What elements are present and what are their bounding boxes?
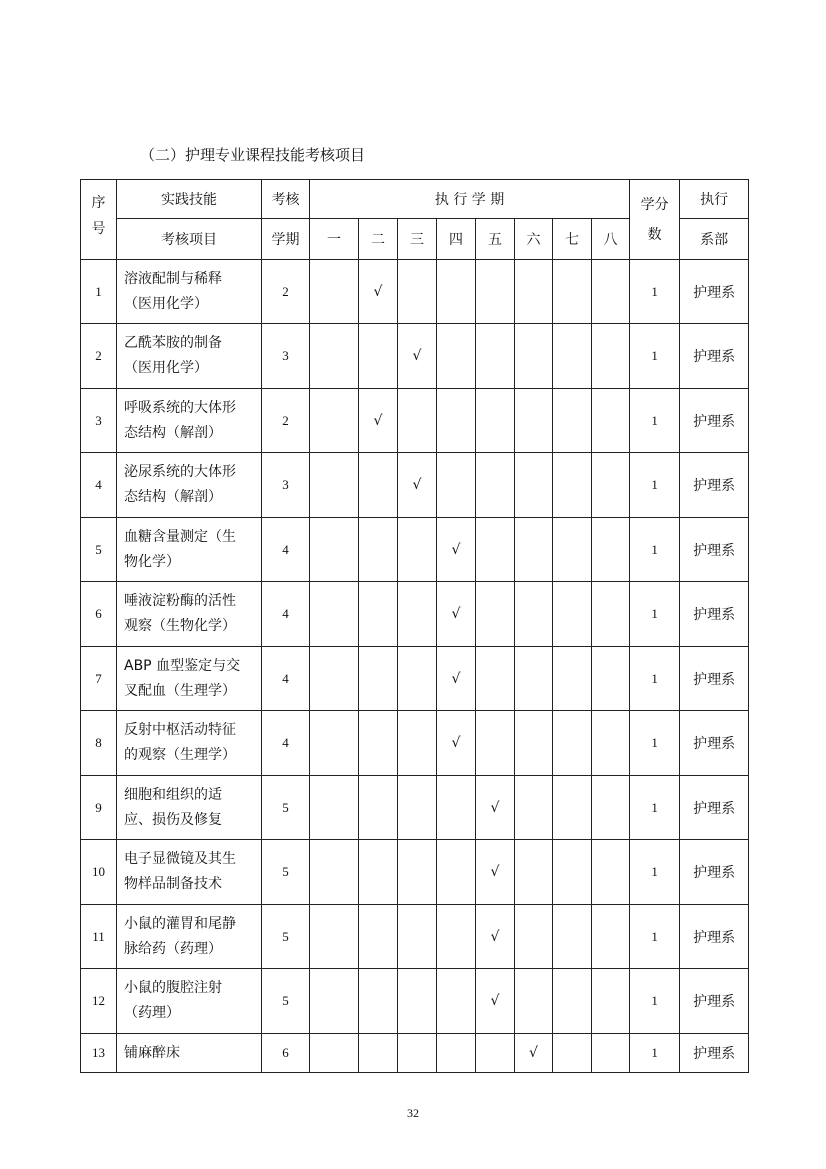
page-number: 32	[407, 1106, 419, 1120]
row-exec-term-3	[398, 647, 437, 711]
row-exec-term-4	[437, 1034, 476, 1073]
row-dept: 护理系	[680, 260, 749, 324]
row-exec-term-6	[515, 260, 553, 324]
row-credit: 1	[630, 711, 680, 776]
row-exec-term-2	[359, 905, 398, 969]
row-index: 13	[81, 1034, 117, 1073]
row-exec-term-4: √	[437, 582, 476, 647]
row-skill-name	[117, 453, 262, 518]
table-row	[81, 1034, 749, 1073]
skill-name-line: 乙酰苯胺的制备	[124, 335, 222, 351]
row-index: 1	[81, 260, 117, 324]
row-exec-term-6	[515, 711, 553, 776]
row-dept: 护理系	[680, 905, 749, 969]
row-exec-term-2	[359, 518, 398, 582]
row-credit: 1	[630, 647, 680, 711]
table-row	[81, 711, 749, 776]
row-term: 4	[262, 518, 310, 582]
header-index	[81, 180, 117, 260]
table-row	[81, 776, 749, 840]
row-exec-term-7	[553, 711, 592, 776]
table-row	[81, 518, 749, 582]
skill-name-line: 泌尿系统的大体形	[124, 464, 236, 480]
header-dept-1: 执行	[680, 180, 749, 219]
row-term: 4	[262, 711, 310, 776]
row-dept: 护理系	[680, 453, 749, 518]
row-exec-term-7	[553, 969, 592, 1034]
row-exec-term-2: √	[359, 389, 398, 453]
row-credit: 1	[630, 905, 680, 969]
row-index: 3	[81, 389, 117, 453]
table-row	[81, 905, 749, 969]
row-dept: 护理系	[680, 324, 749, 389]
row-index: 7	[81, 647, 117, 711]
row-credit: 1	[630, 969, 680, 1034]
header-term-3: 三	[398, 219, 437, 260]
row-exec-term-3	[398, 840, 437, 905]
row-exec-term-5	[476, 518, 515, 582]
row-exec-term-3	[398, 518, 437, 582]
header-text: 数	[647, 226, 662, 243]
row-term: 2	[262, 260, 310, 324]
row-exec-term-5: √	[476, 905, 515, 969]
row-exec-term-8	[592, 969, 630, 1034]
table-row	[81, 453, 749, 518]
row-exec-term-7	[553, 324, 592, 389]
row-exec-term-8	[592, 647, 630, 711]
row-exec-term-8	[592, 389, 630, 453]
row-exec-term-4	[437, 260, 476, 324]
row-exec-term-1	[310, 389, 359, 453]
row-exec-term-5	[476, 1034, 515, 1073]
skill-name-line: 细胞和组织的适	[124, 786, 222, 803]
header-term-2: 二	[359, 219, 398, 260]
row-credit: 1	[630, 324, 680, 389]
row-exec-term-4	[437, 969, 476, 1034]
header-text: 学分	[640, 196, 669, 213]
row-exec-term-6	[515, 389, 553, 453]
row-exec-term-2: √	[359, 260, 398, 324]
row-credit: 1	[630, 260, 680, 324]
row-dept: 护理系	[680, 389, 749, 453]
row-term: 4	[262, 647, 310, 711]
row-term: 5	[262, 776, 310, 840]
row-exec-term-7	[553, 260, 592, 324]
row-exec-term-7	[553, 647, 592, 711]
row-credit: 1	[630, 389, 680, 453]
skill-name-line: 唾液淀粉酶的活性	[124, 593, 236, 609]
row-skill-name	[117, 840, 262, 905]
skill-name-line: 态结构（解剖）	[124, 424, 222, 441]
row-exec-term-3	[398, 776, 437, 840]
header-term-2: 学期	[262, 219, 310, 260]
header-text: 序	[91, 195, 106, 211]
header-exec-term: 执 行 学 期	[310, 180, 630, 219]
row-exec-term-4: √	[437, 711, 476, 776]
row-skill-name	[117, 969, 262, 1034]
row-exec-term-6	[515, 776, 553, 840]
row-exec-term-1	[310, 905, 359, 969]
table-row	[81, 840, 749, 905]
row-exec-term-6	[515, 324, 553, 389]
row-dept: 护理系	[680, 711, 749, 776]
row-exec-term-1	[310, 840, 359, 905]
skill-name-line: （医用化学）	[124, 295, 208, 312]
skills-assessment-table	[80, 179, 749, 1073]
row-credit: 1	[630, 840, 680, 905]
row-exec-term-3	[398, 1034, 437, 1073]
header-skill-1: 实践技能	[117, 180, 262, 219]
skill-name-line: 小鼠的腹腔注射	[124, 980, 222, 996]
row-exec-term-5: √	[476, 776, 515, 840]
row-exec-term-7	[553, 453, 592, 518]
row-exec-term-8	[592, 582, 630, 647]
row-exec-term-5	[476, 711, 515, 776]
row-term: 5	[262, 840, 310, 905]
row-index: 12	[81, 969, 117, 1034]
header-term-8: 八	[592, 219, 630, 260]
row-exec-term-8	[592, 324, 630, 389]
header-text: 号	[91, 221, 106, 237]
row-credit: 1	[630, 582, 680, 647]
row-exec-term-5	[476, 453, 515, 518]
header-term-7: 七	[553, 219, 592, 260]
row-dept: 护理系	[680, 647, 749, 711]
skill-name-line: 叉配血（生理学）	[124, 682, 236, 699]
row-exec-term-6	[515, 969, 553, 1034]
row-exec-term-4	[437, 776, 476, 840]
row-credit: 1	[630, 518, 680, 582]
row-exec-term-6	[515, 582, 553, 647]
row-exec-term-3	[398, 389, 437, 453]
row-exec-term-6	[515, 905, 553, 969]
row-credit: 1	[630, 776, 680, 840]
header-credit	[630, 180, 680, 260]
row-exec-term-1	[310, 518, 359, 582]
row-exec-term-4: √	[437, 647, 476, 711]
section-title: （二）护理专业课程技能考核项目	[140, 146, 366, 164]
header-skill-2: 考核项目	[117, 219, 262, 260]
row-dept: 护理系	[680, 1034, 749, 1073]
row-term: 6	[262, 1034, 310, 1073]
row-exec-term-5: √	[476, 969, 515, 1034]
row-exec-term-8	[592, 453, 630, 518]
row-exec-term-1	[310, 1034, 359, 1073]
row-exec-term-5	[476, 647, 515, 711]
row-exec-term-5	[476, 389, 515, 453]
row-exec-term-3	[398, 969, 437, 1034]
row-exec-term-5	[476, 582, 515, 647]
row-exec-term-1	[310, 453, 359, 518]
row-exec-term-1	[310, 647, 359, 711]
row-index: 8	[81, 711, 117, 776]
row-term: 3	[262, 324, 310, 389]
row-exec-term-6	[515, 518, 553, 582]
row-exec-term-1	[310, 260, 359, 324]
row-skill-name	[117, 905, 262, 969]
row-exec-term-8	[592, 260, 630, 324]
row-index: 2	[81, 324, 117, 389]
row-exec-term-2	[359, 776, 398, 840]
row-exec-term-4	[437, 453, 476, 518]
table-row	[81, 324, 749, 389]
row-exec-term-5	[476, 260, 515, 324]
row-exec-term-3	[398, 711, 437, 776]
row-credit: 1	[630, 453, 680, 518]
table-row	[81, 260, 749, 324]
skill-name-line: 呼吸系统的大体形	[124, 399, 236, 416]
skill-name-line: 铺麻醉床	[124, 1044, 180, 1061]
skill-name-line: 应、损伤及修复	[124, 811, 222, 828]
header-term-1: 考核	[262, 180, 310, 219]
skill-name-line: 溶液配制与稀释	[124, 270, 222, 287]
row-index: 4	[81, 453, 117, 518]
row-skill-name	[117, 324, 262, 389]
row-exec-term-4	[437, 324, 476, 389]
row-exec-term-3	[398, 260, 437, 324]
skill-name-line: 态结构（解剖）	[124, 489, 222, 505]
skill-name-line: 血糖含量测定（生	[124, 528, 236, 545]
row-exec-term-7	[553, 582, 592, 647]
row-exec-term-8	[592, 711, 630, 776]
row-exec-term-3: √	[398, 324, 437, 389]
row-skill-name	[117, 260, 262, 324]
skill-name-line: （药理）	[124, 1005, 180, 1021]
row-skill-name	[117, 711, 262, 776]
row-exec-term-2	[359, 969, 398, 1034]
row-term: 4	[262, 582, 310, 647]
skill-name-line: （医用化学）	[124, 360, 208, 376]
row-exec-term-7	[553, 389, 592, 453]
row-exec-term-6: √	[515, 1034, 553, 1073]
skill-name-line: 物化学）	[124, 553, 180, 570]
header-term-5: 五	[476, 219, 515, 260]
skill-name-line: 反射中枢活动特征	[124, 722, 236, 738]
table-row	[81, 582, 749, 647]
row-exec-term-1	[310, 582, 359, 647]
row-exec-term-2	[359, 647, 398, 711]
row-exec-term-8	[592, 518, 630, 582]
row-credit: 1	[630, 1034, 680, 1073]
header-dept-2: 系部	[680, 219, 749, 260]
row-exec-term-7	[553, 518, 592, 582]
skill-name-line: 的观察（生理学）	[124, 747, 236, 763]
row-exec-term-2	[359, 453, 398, 518]
row-exec-term-2	[359, 1034, 398, 1073]
row-exec-term-7	[553, 1034, 592, 1073]
skill-name-line: 观察（生物化学）	[124, 618, 236, 634]
row-skill-name	[117, 389, 262, 453]
row-exec-term-1	[310, 969, 359, 1034]
row-exec-term-6	[515, 647, 553, 711]
row-dept: 护理系	[680, 969, 749, 1034]
header-term-4: 四	[437, 219, 476, 260]
row-exec-term-6	[515, 453, 553, 518]
row-exec-term-2	[359, 840, 398, 905]
row-exec-term-4	[437, 840, 476, 905]
table-row	[81, 389, 749, 453]
row-exec-term-1	[310, 776, 359, 840]
skill-name-line: 物样品制备技术	[124, 876, 222, 892]
row-exec-term-1	[310, 711, 359, 776]
row-term: 3	[262, 453, 310, 518]
row-index: 11	[81, 905, 117, 969]
row-exec-term-6	[515, 840, 553, 905]
row-skill-name	[117, 776, 262, 840]
row-exec-term-7	[553, 840, 592, 905]
skill-name-line: ABP 血型鉴定与交	[124, 657, 241, 674]
row-exec-term-7	[553, 905, 592, 969]
row-dept: 护理系	[680, 840, 749, 905]
row-exec-term-2	[359, 711, 398, 776]
row-dept: 护理系	[680, 582, 749, 647]
row-exec-term-1	[310, 324, 359, 389]
row-skill-name	[117, 518, 262, 582]
row-dept: 护理系	[680, 776, 749, 840]
row-exec-term-4	[437, 905, 476, 969]
row-exec-term-2	[359, 324, 398, 389]
row-index: 6	[81, 582, 117, 647]
row-exec-term-3	[398, 582, 437, 647]
row-index: 5	[81, 518, 117, 582]
skill-name-line: 脉给药（药理）	[124, 940, 222, 957]
row-exec-term-7	[553, 776, 592, 840]
skill-name-line: 小鼠的灌胃和尾静	[124, 915, 236, 932]
skill-name-line: 电子显微镜及其生	[124, 851, 236, 867]
row-exec-term-4: √	[437, 518, 476, 582]
row-exec-term-5: √	[476, 840, 515, 905]
header-term-6: 六	[515, 219, 553, 260]
row-exec-term-2	[359, 582, 398, 647]
row-exec-term-8	[592, 776, 630, 840]
row-exec-term-5	[476, 324, 515, 389]
row-skill-name	[117, 647, 262, 711]
row-dept: 护理系	[680, 518, 749, 582]
row-exec-term-8	[592, 905, 630, 969]
row-exec-term-4	[437, 389, 476, 453]
row-exec-term-8	[592, 840, 630, 905]
row-skill-name	[117, 1034, 262, 1073]
header-term-1: 一	[310, 219, 359, 260]
table-row	[81, 647, 749, 711]
table-row	[81, 969, 749, 1034]
row-skill-name	[117, 582, 262, 647]
row-term: 5	[262, 969, 310, 1034]
row-exec-term-3	[398, 905, 437, 969]
row-term: 2	[262, 389, 310, 453]
row-term: 5	[262, 905, 310, 969]
row-index: 9	[81, 776, 117, 840]
row-exec-term-3: √	[398, 453, 437, 518]
row-index: 10	[81, 840, 117, 905]
row-exec-term-8	[592, 1034, 630, 1073]
